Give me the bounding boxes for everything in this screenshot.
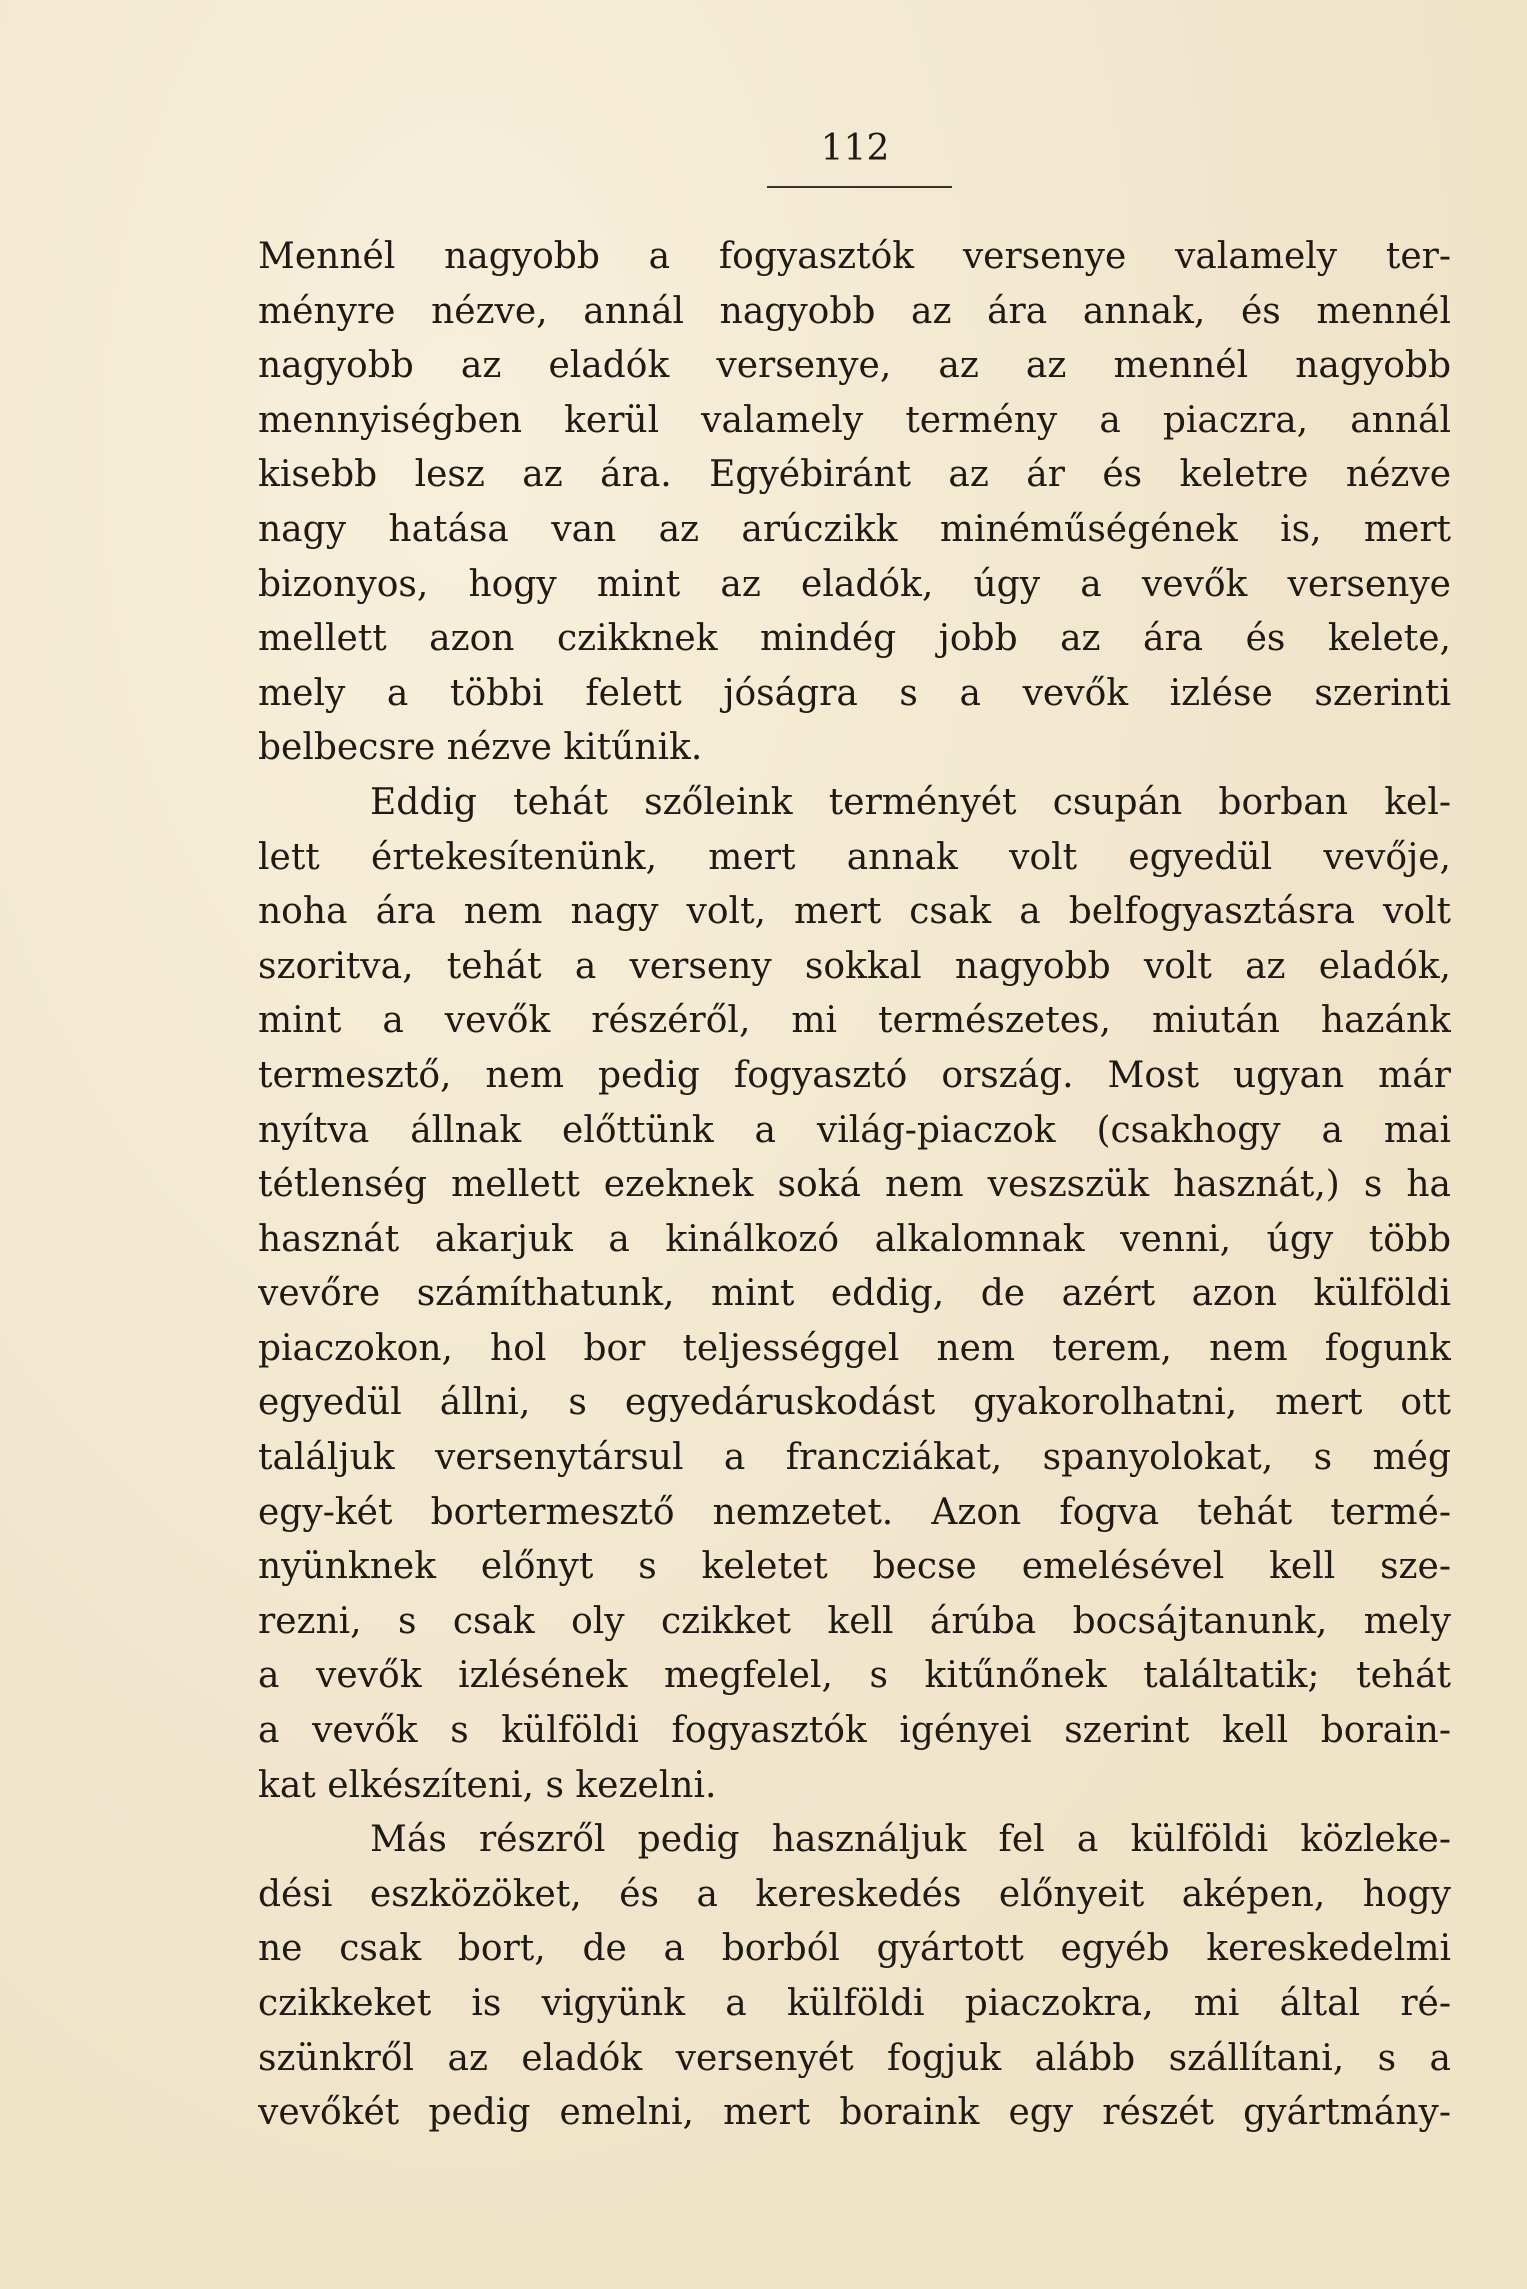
text-line: piaczokon, hol bor teljességgel nem terem, nem fogunk: [258, 1327, 1451, 1369]
text-line: Eddig tehát szőleink terményét csupán borban kel-: [370, 781, 1451, 823]
text-line: vevőre számíthatunk, mint eddig, de azért azon külföldi: [258, 1273, 1451, 1315]
text-line: lett értekesítenünk, mert annak volt egyedül vevője,: [258, 836, 1451, 878]
text-line: kisebb lesz az ára. Egyébiránt az ár és keletre nézve: [258, 454, 1451, 496]
text-line: egyedül állni, s egyedáruskodást gyakorolhatni, mert ott: [258, 1382, 1451, 1424]
text-line: a vevők s külföldi fogyasztók igényei szerint kell borain-: [258, 1710, 1451, 1752]
text-line: noha ára nem nagy volt, mert csak a belfogyasztásra volt: [258, 891, 1451, 933]
text-line: szünkről az eladók versenyét fogjuk alább szállítani, s a: [258, 2037, 1451, 2079]
text-line: rezni, s csak oly czikket kell árúba bocsájtanunk, mely: [258, 1600, 1451, 1642]
text-line: ne csak bort, de a borból gyártott egyéb kereskedelmi: [258, 1928, 1451, 1970]
text-line: mennyiségben kerül valamely termény a piaczra, annál: [258, 399, 1451, 441]
text-line: vevőkét pedig emelni, mert boraink egy részét gyártmány-: [258, 2092, 1451, 2134]
text-line: nagyobb az eladók versenye, az az mennél nagyobb: [258, 345, 1451, 387]
text-line: mellett azon czikknek mindég jobb az ára és kelete,: [258, 618, 1451, 660]
text-line: szoritva, tehát a verseny sokkal nagyobb volt az eladók,: [258, 945, 1451, 987]
text-line: kat elkészíteni, s kezelni.: [258, 1764, 717, 1806]
text-line: Mennél nagyobb a fogyasztók versenye valamely ter-: [258, 236, 1451, 277]
text-line: belbecsre nézve kitűnik.: [258, 727, 703, 769]
body-text: [258, 230, 1451, 2141]
text-line: nagy hatása van az arúczikk minéműségének is, mert: [258, 508, 1451, 550]
text-line: ményre nézve, annál nagyobb az ára annak, és mennél: [258, 290, 1451, 332]
text-line: dési eszközöket, és a kereskedés előnyeit aképen, hogy: [258, 1873, 1451, 1915]
page-number: 112: [820, 128, 890, 169]
text-line: egy-két bortermesztő nemzetet. Azon fogva tehát termé-: [258, 1491, 1451, 1533]
text-line: bizonyos, hogy mint az eladók, úgy a vevők versenye: [258, 563, 1451, 605]
text-line: a vevők izlésének megfelel, s kitűnőnek találtatik; tehát: [258, 1655, 1451, 1697]
header-rule: [767, 186, 952, 188]
text-line: termesztő, nem pedig fogyasztó ország. Most ugyan már: [258, 1054, 1451, 1096]
text-line: hasznát akarjuk a kinálkozó alkalomnak venni, úgy több: [258, 1218, 1451, 1260]
text-line: mint a vevők részéről, mi természetes, miután hazánk: [258, 1000, 1451, 1042]
text-line: nyítva állnak előttünk a világ-piaczok (csakhogy a mai: [258, 1109, 1451, 1151]
text-line: tétlenség mellett ezeknek soká nem veszszük hasznát,) s ha: [258, 1164, 1451, 1206]
text-line: Más részről pedig használjuk fel a külföldi közleke-: [370, 1819, 1451, 1861]
text-line: mely a többi felett jóságra s a vevők izlése szerinti: [258, 672, 1451, 714]
text-line: nyünknek előnyt s keletet becse emelésével kell sze-: [258, 1546, 1451, 1588]
text-line: czikkeket is vigyünk a külföldi piaczokra, mi által ré-: [258, 1983, 1451, 2024]
text-line: találjuk versenytársul a francziákat, spanyolokat, s még: [258, 1437, 1451, 1479]
